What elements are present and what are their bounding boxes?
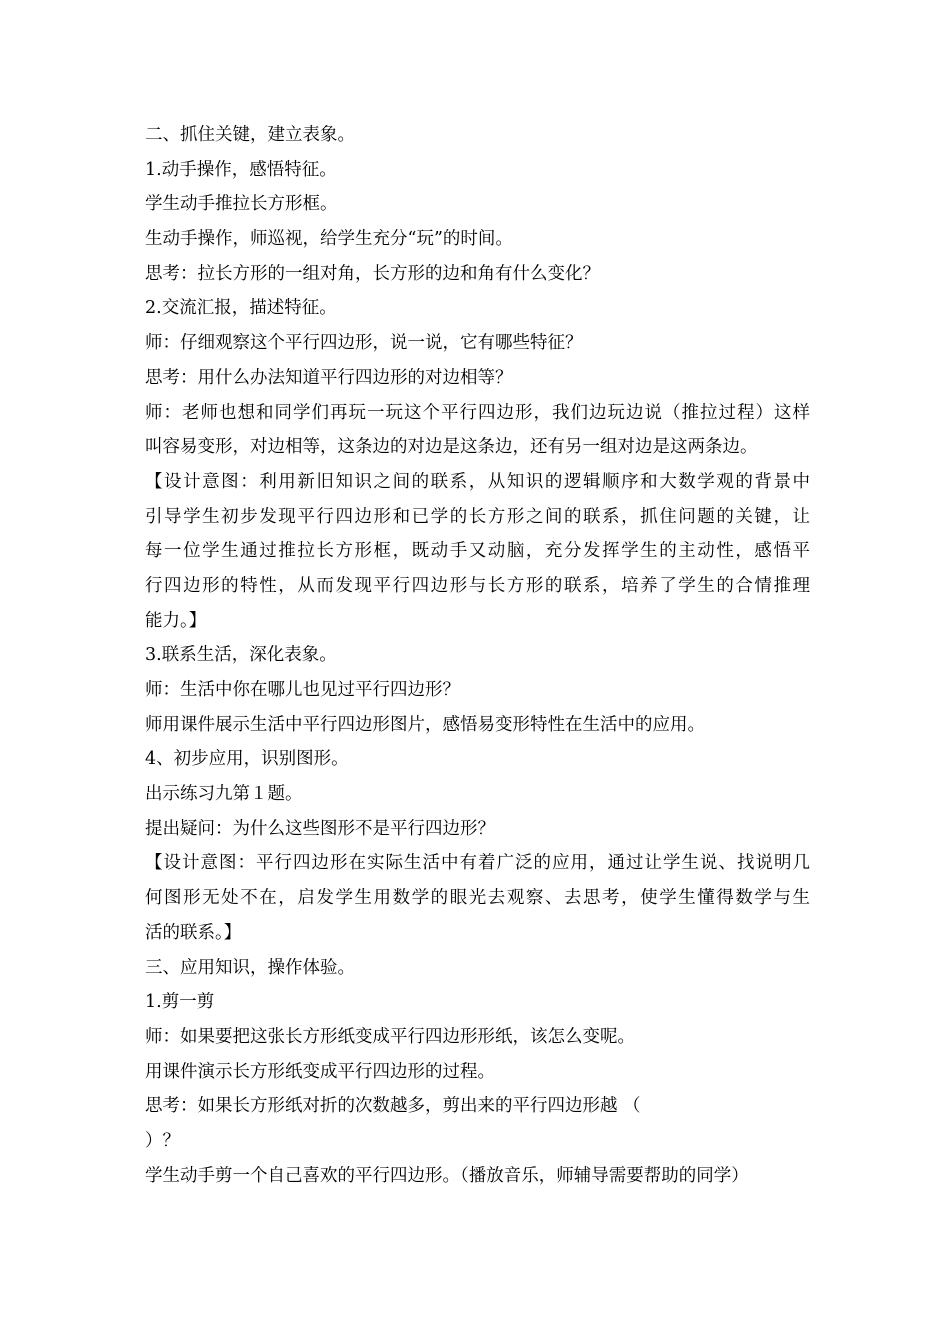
design-intent-line: 行四边形的特性，从而发现平行四边形与长方形的联系，培养了学生的合情推理 (145, 575, 810, 596)
paragraph-line: 师：如果要把这张长方形纸变成平行四边形形纸，该怎么变呢。 (145, 1026, 635, 1047)
design-intent-line: 活的联系。】 (145, 922, 242, 943)
subsection-heading: 2.交流汇报，描述特征。 (145, 298, 337, 319)
document-body (145, 118, 810, 1193)
paragraph-line: 叫容易变形，对边相等，这条边的对边是这条边，还有另一组对边是这两条边。 (145, 437, 758, 458)
paragraph-line: 出示练习九第１题。 (145, 784, 303, 805)
design-intent-line: 【设计意图：平行四边形在实际生活中有着广泛的应用，通过让学生说、找说明几 (145, 853, 810, 874)
design-intent-line: 能力。】 (145, 610, 207, 631)
design-intent-line: 【设计意图：利用新旧知识之间的联系，从知识的逻辑顺序和大数学观的背景中 (145, 471, 810, 492)
design-intent-line: 何图形无处不在，启发学生用数学的眼光去观察、去思考，使学生懂得数学与生 (145, 888, 810, 909)
subsection-heading: 3.联系生活，深化表象。 (145, 645, 337, 666)
design-intent-line: 每一位学生通过推拉长方形框，既动手又动脑，充分发挥学生的主动性，感悟平 (145, 541, 810, 562)
paragraph-line: 思考：用什么办法知道平行四边形的对边相等？ (145, 367, 513, 388)
design-intent-line: 引导学生初步发现平行四边形和已学的长方形之间的联系，抓住问题的关键，让 (145, 506, 810, 527)
section-heading: 二、抓住关键，建立表象。 (145, 125, 355, 145)
paragraph-line: 思考：拉长方形的一组对角，长方形的边和角有什么变化？ (145, 263, 600, 284)
subsection-heading: 4、初步应用，识别图形。 (145, 749, 349, 770)
paragraph-line: 师：生活中你在哪儿也见过平行四边形？ (145, 680, 460, 700)
paragraph-line: 学生动手剪一个自己喜欢的平行四边形。（播放音乐，师辅导需要帮助的同学） (145, 1165, 749, 1186)
paragraph-line: 师用课件展示生活中平行四边形图片，感悟易变形特性在生活中的应用。 (145, 714, 705, 735)
paragraph-line: 学生动手推拉长方形框。 (145, 194, 338, 215)
section-heading: 三、应用知识，操作体验。 (145, 957, 355, 978)
paragraph-line: 师：仔细观察这个平行四边形，说一说，它有哪些特征？ (145, 333, 583, 354)
subsection-heading: 1.剪一剪 (145, 992, 215, 1013)
paragraph-line: 思考：如果长方形纸对折的次数越多，剪出来的平行四边形越 （ (145, 1096, 641, 1117)
subsection-heading: 1.动手操作，感悟特征。 (145, 159, 337, 180)
paragraph-line: 用课件演示长方形纸变成平行四边形的过程。 (145, 1061, 495, 1082)
paragraph-line: 师：老师也想和同学们再玩一玩这个平行四边形，我们边玩边说（推拉过程）这样 (145, 402, 810, 423)
paragraph-line: ）？ (145, 1130, 180, 1151)
paragraph-line: 提出疑问：为什么这些图形不是平行四边形？ (145, 818, 495, 839)
paragraph-line: 生动手操作，师巡视，给学生充分“玩”的时间。 (145, 229, 513, 250)
